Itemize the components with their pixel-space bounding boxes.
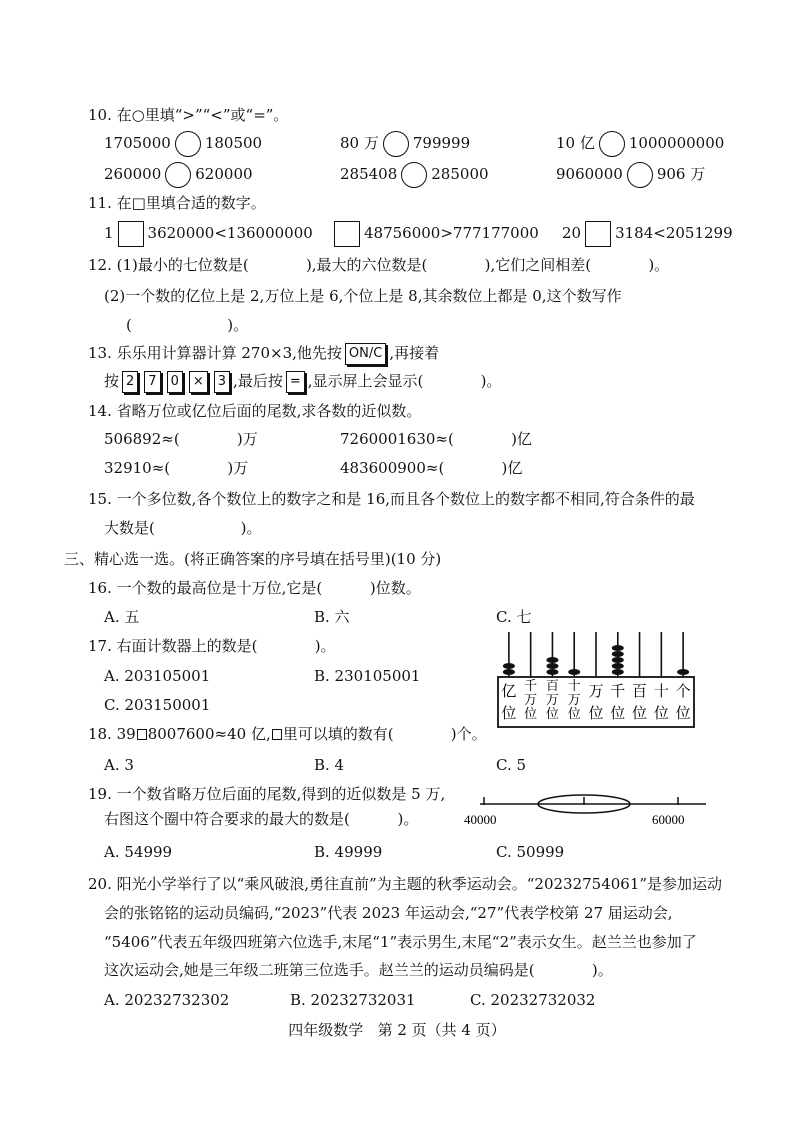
q10-item: 1705000 180500: [104, 131, 262, 157]
abacus-bead: [546, 669, 558, 675]
q17-option-b[interactable]: B. 230105001: [314, 667, 421, 685]
abacus-label: 位: [675, 704, 691, 722]
abacus-bead: [612, 651, 624, 657]
abacus-label: 位: [610, 704, 626, 722]
abacus-label: 位: [545, 707, 559, 722]
q20-line1: 20. 阳光小学举行了以“乘风破浪,勇往直前”为主题的秋季运动会。“20232754061”是参加运动: [88, 875, 723, 893]
abacus-bead: [612, 657, 624, 663]
abacus-label: 位: [501, 704, 517, 722]
q18-option-b[interactable]: B. 4: [314, 756, 345, 774]
blank-box-icon: [272, 729, 282, 740]
abacus-bead: [503, 669, 515, 675]
page-footer: 四年级数学 第 2 页（共 4 页）: [288, 1021, 506, 1039]
abacus-bead: [568, 669, 580, 675]
abacus-bead: [546, 657, 558, 663]
abacus-label: 万: [524, 693, 538, 708]
q19-option-c[interactable]: C. 50999: [496, 843, 565, 861]
answer-box[interactable]: [585, 221, 611, 247]
key-2[interactable]: 2: [122, 371, 138, 393]
answer-circle[interactable]: [627, 162, 653, 188]
key-on-c[interactable]: ON/C: [345, 343, 386, 365]
q15-line1: 15. 一个多位数,各个数位上的数字之和是 16,而且各个数位上的数字都不相同,符合条件的最: [88, 490, 695, 508]
abacus-bead: [677, 669, 689, 675]
q12-line1: 12. (1)最小的七位数是( ),最大的六位数是( ),它们之间相差( )。: [88, 256, 670, 274]
abacus-label: 十: [653, 682, 669, 700]
q14-a4: 483600900≈( )亿: [340, 459, 523, 477]
q12-line3: ( )。: [126, 316, 249, 334]
key-times[interactable]: ×: [189, 371, 208, 393]
q18-stem: 18. 39 8007600≈40 亿, 里可以填的数有( )个。: [88, 725, 487, 743]
q20-option-c[interactable]: C. 20232732032: [470, 991, 596, 1009]
abacus-label: 千: [524, 679, 538, 694]
abacus-label: 位: [632, 704, 648, 722]
q17-option-a[interactable]: A. 203105001: [104, 667, 211, 685]
abacus-bead: [612, 669, 624, 675]
abacus-label: 万: [567, 693, 581, 708]
answer-circle[interactable]: [599, 131, 625, 157]
q14-a2: 7260001630≈( )亿: [340, 430, 532, 448]
section-3-heading: 三、精心选一选。(将正确答案的序号填在括号里)(10 分): [64, 550, 442, 568]
abacus-label: 位: [567, 707, 581, 722]
answer-circle[interactable]: [165, 162, 191, 188]
q18-option-a[interactable]: A. 3: [104, 756, 134, 774]
q19-option-a[interactable]: A. 54999: [104, 843, 173, 861]
abacus-label: 亿: [501, 682, 517, 700]
q19-line1: 19. 一个数省略万位后面的尾数,得到的近似数是 5 万,: [88, 785, 446, 803]
q13-line2: 按 2 7 0 × 3 ,最后按 = ,显示屏上会显示( )。: [104, 370, 501, 393]
q10-item: 80 万 799999: [340, 131, 470, 157]
answer-circle[interactable]: [175, 131, 201, 157]
abacus-label: 百: [632, 682, 648, 700]
nl-left-label: 40000: [464, 812, 497, 827]
q20-line3: “5406”代表五年级四班第六位选手,末尾“1”表示男生,末尾“2”表示女生。赵兰兰也参加了: [104, 933, 697, 951]
q19-option-b[interactable]: B. 49999: [314, 843, 383, 861]
q11-item: 48756000>777177000: [330, 221, 539, 247]
key-0[interactable]: 0: [167, 371, 183, 393]
abacus-label: 万: [588, 682, 604, 700]
q11-item: 20 3184<2051299: [562, 221, 733, 247]
abacus-label: 位: [588, 704, 604, 722]
q20-option-b[interactable]: B. 20232732031: [290, 991, 416, 1009]
answer-circle[interactable]: [401, 162, 427, 188]
q15-line2: 大数是( )。: [104, 519, 262, 537]
q13-line1: 13. 乐乐用计算器计算 270×3,他先按 ON/C ,再接着: [88, 342, 439, 365]
key-equals[interactable]: =: [286, 371, 305, 393]
q19-line2: 右图这个圈中符合要求的最大的数是( )。: [104, 810, 419, 828]
abacus-bead: [503, 663, 515, 669]
q11-stem: 11. 在□里填合适的数字。: [88, 194, 266, 212]
q16-option-c[interactable]: C. 七: [496, 608, 532, 626]
q20-line4: 这次运动会,她是三年级二班第三位选手。赵兰兰的运动员编码是( )。: [104, 961, 613, 979]
q10-stem: 10. 在○里填“>”“<”或“=”。: [88, 106, 289, 124]
q18-option-c[interactable]: C. 5: [496, 756, 527, 774]
q10-item: 285408 285000: [340, 162, 489, 188]
abacus-label: 个: [675, 682, 691, 700]
q10-item: 9060000 906 万: [556, 162, 705, 188]
nl-right-label: 60000: [652, 812, 685, 827]
q16-option-b[interactable]: B. 六: [314, 608, 350, 626]
q14-a3: 32910≈( )万: [104, 459, 249, 477]
q10-item: 10 亿 1000000000: [556, 131, 724, 157]
abacus-label: 位: [653, 704, 669, 722]
abacus-label: 十: [567, 679, 581, 694]
q12-line2: (2)一个数的亿位上是 2,万位上是 6,个位上是 8,其余数位上都是 0,这个数写作: [104, 287, 622, 305]
q16-stem: 16. 一个数的最高位是十万位,它是( )位数。: [88, 579, 421, 597]
key-7[interactable]: 7: [144, 371, 160, 393]
key-3[interactable]: 3: [214, 371, 230, 393]
number-line-figure: [464, 792, 724, 832]
abacus-bead: [612, 663, 624, 669]
q14-a1: 506892≈( )万: [104, 430, 258, 448]
abacus-label: 位: [524, 707, 538, 722]
q16-option-a[interactable]: A. 五: [104, 608, 140, 626]
abacus-label: 万: [545, 693, 559, 708]
answer-circle[interactable]: [383, 131, 409, 157]
blank-box-icon: [137, 729, 147, 740]
q17-stem: 17. 右面计数器上的数是( )。: [88, 637, 336, 655]
q20-line2: 会的张铭铭的运动员编码,“2023”代表 2023 年运动会,“27”代表学校第 27 届运动会,: [104, 904, 673, 922]
q11-item: 1 3620000<136000000: [104, 221, 313, 247]
q17-option-c[interactable]: C. 203150001: [104, 696, 211, 714]
abacus-label: 千: [610, 682, 626, 700]
q20-option-a[interactable]: A. 20232732302: [104, 991, 230, 1009]
answer-box[interactable]: [118, 221, 144, 247]
q14-stem: 14. 省略万位或亿位后面的尾数,求各数的近似数。: [88, 402, 422, 420]
q10-item: 260000 620000: [104, 162, 253, 188]
abacus-bead: [546, 663, 558, 669]
answer-box[interactable]: [334, 221, 360, 247]
abacus-figure: [497, 630, 697, 730]
abacus-bead: [612, 645, 624, 651]
abacus-label: 百: [545, 679, 559, 694]
